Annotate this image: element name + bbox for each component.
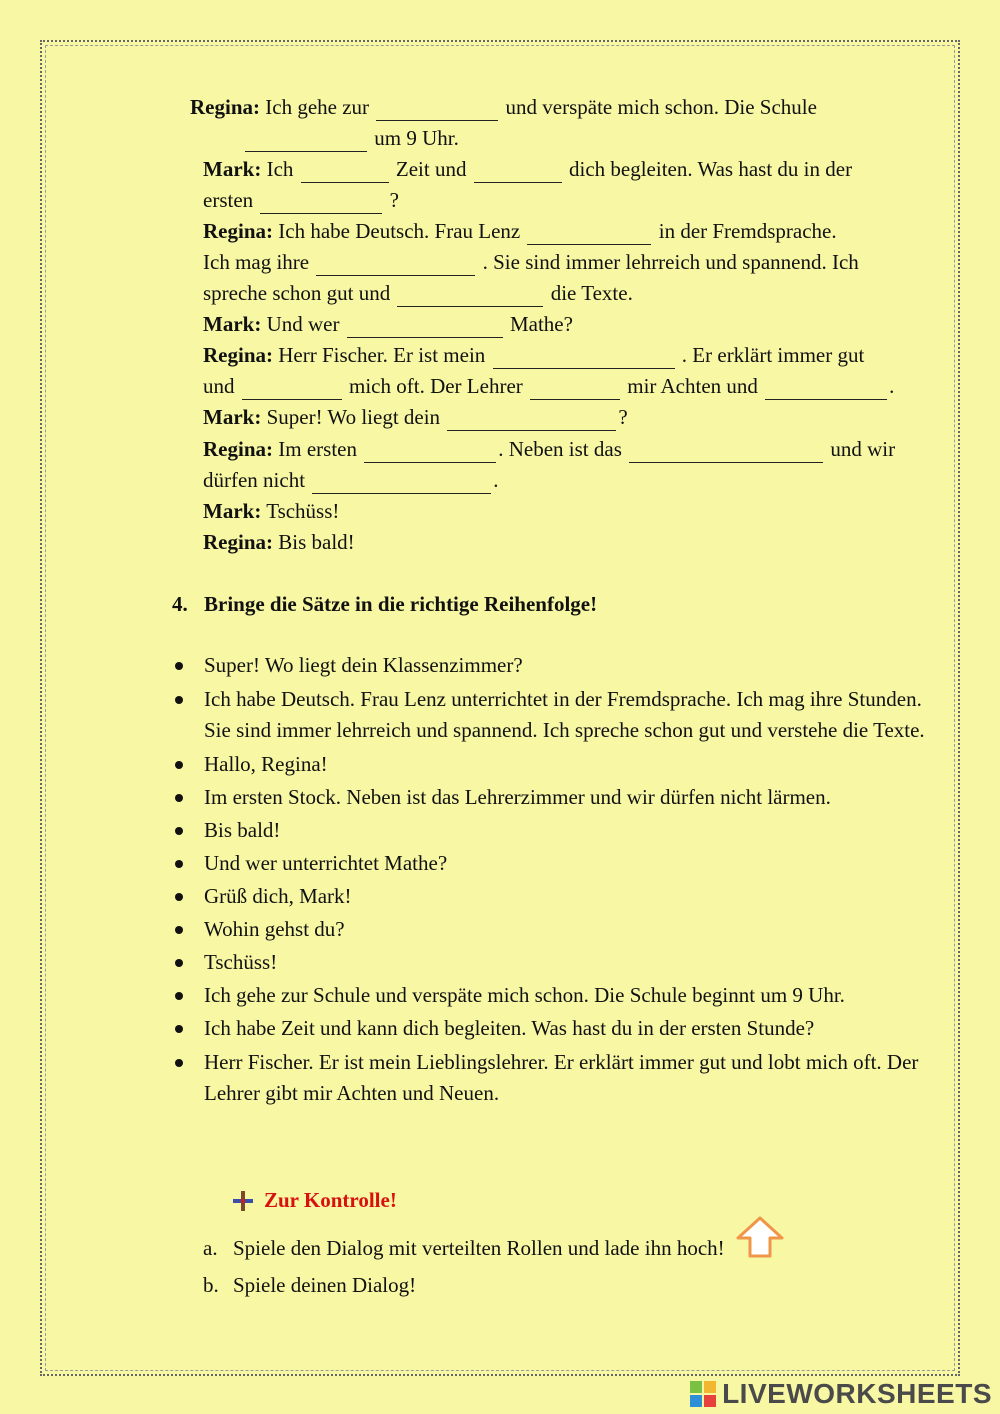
list-item[interactable] <box>172 1013 932 1044</box>
dialogue-text: ? <box>618 405 628 429</box>
blank-input-15[interactable] <box>364 442 496 463</box>
dialogue-text: Ich gehe zur <box>265 95 370 119</box>
dialogue-text: . <box>493 468 499 492</box>
list-item[interactable] <box>172 881 932 912</box>
dialogue-line-8 <box>203 496 339 527</box>
sentence-text: Ich gehe zur Schule und verspäte mich schon. Die Schule beginnt um 9 Uhr. <box>204 983 845 1007</box>
blank-input-17[interactable] <box>312 473 491 494</box>
speaker-mark: Mark: <box>203 405 262 429</box>
task-number: 4. <box>172 592 188 616</box>
bullet-icon <box>175 860 183 868</box>
task-text: Spiele den Dialog mit verteilten Rollen und lade ihn hoch! <box>233 1236 725 1260</box>
speaker-mark: Mark: <box>203 157 262 181</box>
dialogue-text: dürfen nicht <box>203 468 306 492</box>
dialogue-text: . Er erklärt immer gut <box>681 343 865 367</box>
dialogue-text: und <box>203 374 235 398</box>
dialogue-text: . Sie sind immer lehrreich und spannend. Ich <box>482 250 859 274</box>
list-item[interactable] <box>172 947 932 978</box>
sentence-text: Wohin gehst du? <box>204 917 345 941</box>
bullet-icon <box>175 696 183 704</box>
dialogue-text: Bis bald! <box>278 530 355 554</box>
dialogue-text: . <box>889 374 895 398</box>
blank-input-16[interactable] <box>629 442 823 463</box>
bullet-icon <box>175 893 183 901</box>
dialogue-text: mich oft. Der Lehrer <box>349 374 523 398</box>
sentence-text: Grüß dich, Mark! <box>204 884 352 908</box>
dialogue-text: spreche schon gut und <box>203 281 391 305</box>
dialogue-text: in der Fremdsprache. <box>658 219 837 243</box>
blank-input-6[interactable] <box>527 224 651 245</box>
sentence-text: Bis bald! <box>204 818 281 842</box>
list-item[interactable] <box>172 749 932 780</box>
list-item[interactable] <box>172 914 932 945</box>
sentence-text: Im ersten Stock. Neben ist das Lehrerzimmer und wir dürfen nicht lärmen. <box>204 785 831 809</box>
dialogue-text: Zeit und <box>395 157 467 181</box>
dialogue-text: Und wer <box>266 312 340 336</box>
blank-input-4[interactable] <box>474 162 562 183</box>
list-item[interactable] <box>172 684 932 746</box>
kontrolle-task-b <box>203 1270 416 1301</box>
sentence-text: Ich habe Deutsch. Frau Lenz unterrichtet in der Fremdsprache. Ich mag ihre Stunden. Sie sind immer lehrreich und spannend. Ich spreche schon gut und verstehe die Texte. <box>204 687 925 742</box>
list-item[interactable] <box>172 782 932 813</box>
sentence-text: Herr Fischer. Er ist mein Lieblingslehrer. Er erklärt immer gut und lobt mich oft. Der Lehrer gibt mir Achten und Neuen. <box>204 1050 919 1105</box>
bullet-icon <box>175 827 183 835</box>
speaker-mark: Mark: <box>203 312 262 336</box>
kontrolle-task-a <box>203 1230 785 1267</box>
dialogue-text: Ich habe Deutsch. Frau Lenz <box>278 219 521 243</box>
bullet-icon <box>175 1059 183 1067</box>
list-item[interactable] <box>172 650 932 681</box>
dialogue-text: dich begleiten. Was hast du in der <box>568 157 853 181</box>
brand-name: LIVEWORKSHEETS <box>722 1378 992 1409</box>
blank-input-1[interactable] <box>376 100 498 121</box>
dialogue-line-5 <box>203 340 923 402</box>
blank-input-8[interactable] <box>397 286 543 307</box>
dialogue-line-1 <box>190 92 910 154</box>
dialogue-text: Super! Wo liegt dein <box>266 405 441 429</box>
dialogue-text: Im ersten <box>278 437 357 461</box>
dialogue-text: und wir <box>830 437 896 461</box>
speaker-regina: Regina: <box>203 219 273 243</box>
upload-arrow-icon[interactable] <box>735 1216 785 1267</box>
blank-input-11[interactable] <box>242 379 342 400</box>
dialogue-text: um 9 Uhr. <box>374 126 459 150</box>
bullet-icon <box>175 959 183 967</box>
dialogue-text: Tschüss! <box>266 499 340 523</box>
speaker-regina: Regina: <box>203 343 273 367</box>
kontrolle-heading <box>232 1188 397 1213</box>
list-item[interactable] <box>172 1047 932 1109</box>
dialogue-line-7 <box>203 434 933 496</box>
sentence-text: Ich habe Zeit und kann dich begleiten. Was hast du in der ersten Stunde? <box>204 1016 815 1040</box>
list-item[interactable] <box>172 980 932 1011</box>
dialogue-text: die Texte. <box>550 281 633 305</box>
dialogue-text: Mathe? <box>509 312 573 336</box>
blank-input-13[interactable] <box>765 379 887 400</box>
sentence-text: Hallo, Regina! <box>204 752 328 776</box>
blank-input-12[interactable] <box>530 379 620 400</box>
task-4-heading <box>172 592 597 617</box>
blank-input-7[interactable] <box>316 255 475 276</box>
sentence-text: Super! Wo liegt dein Klassenzimmer? <box>204 653 523 677</box>
liveworksheets-logo[interactable] <box>690 1378 992 1410</box>
bullet-icon <box>175 761 183 769</box>
task-title: Bringe die Sätze in die richtige Reihenfolge! <box>204 592 598 616</box>
dialogue-text: ersten <box>203 188 254 212</box>
list-item[interactable] <box>172 848 932 879</box>
bullet-icon <box>175 992 183 1000</box>
dialogue-text: mir Achten und <box>627 374 758 398</box>
dialogue-text: ? <box>389 188 399 212</box>
bullet-icon <box>175 926 183 934</box>
bullet-icon <box>175 794 183 802</box>
blank-input-5[interactable] <box>260 193 382 214</box>
speaker-mark: Mark: <box>203 499 262 523</box>
sentence-text: Und wer unterrichtet Mathe? <box>204 851 448 875</box>
liveworksheets-logo-icon <box>690 1381 716 1407</box>
kontrolle-title: Zur Kontrolle! <box>264 1188 397 1212</box>
task-label: a. <box>203 1236 218 1260</box>
dialogue-text: Ich mag ihre <box>203 250 310 274</box>
speaker-regina: Regina: <box>203 530 273 554</box>
task-label: b. <box>203 1273 219 1297</box>
blank-input-14[interactable] <box>447 410 616 431</box>
speaker-regina: Regina: <box>190 95 260 119</box>
sentence-text: Tschüss! <box>204 950 278 974</box>
dialogue-line-2 <box>203 154 923 216</box>
blank-input-10[interactable] <box>493 348 675 369</box>
blank-input-3[interactable] <box>301 162 389 183</box>
dialogue-text: Herr Fischer. Er ist mein <box>278 343 486 367</box>
dialogue-text: Ich <box>266 157 294 181</box>
task-text: Spiele deinen Dialog! <box>233 1273 417 1297</box>
list-item[interactable] <box>172 815 932 846</box>
dialogue-text: und verspäte mich schon. Die Schule <box>505 95 817 119</box>
speaker-regina: Regina: <box>203 437 273 461</box>
blank-input-2[interactable] <box>245 131 367 152</box>
dialogue-line-4 <box>203 309 923 340</box>
dialogue-line-9 <box>203 527 355 558</box>
cross-marker-icon <box>232 1190 254 1212</box>
dialogue-line-6 <box>203 402 923 433</box>
sentence-list <box>172 650 932 1111</box>
dialogue-line-3 <box>203 216 923 309</box>
bullet-icon <box>175 1025 183 1033</box>
blank-input-9[interactable] <box>347 317 503 338</box>
bullet-icon <box>175 662 183 670</box>
dialogue-text: . Neben ist das <box>498 437 622 461</box>
